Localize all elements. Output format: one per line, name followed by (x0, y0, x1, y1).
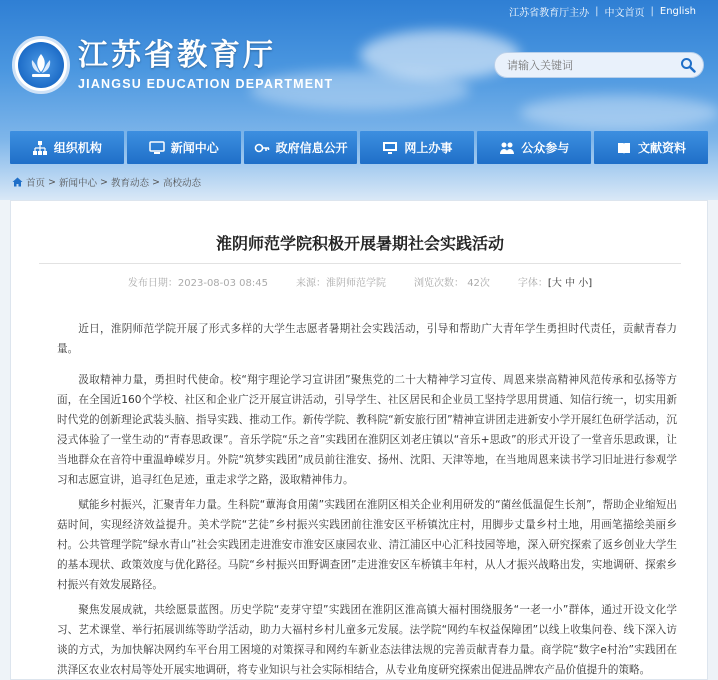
divider (39, 263, 681, 264)
font-size-control: 字体：[大 中 小] (517, 278, 593, 289)
paragraph: 近日，淮阴师范学院开展了形式多样的大学生志愿者暑期社会实践活动，引导和帮助广大青年学生勇担时代责任，贡献青春力量。 (57, 323, 677, 355)
book-icon (616, 140, 632, 156)
computer-icon (149, 140, 165, 156)
breadcrumb-university-news[interactable]: 高校动态 (162, 178, 201, 189)
nav-item-news[interactable] (127, 131, 241, 164)
paragraph: 赋能乡村振兴，汇聚青年力量。生科院“蕈海食用菌”实践团在淮阴区相关企业利用研发的“菌丝低温促生长剂”，帮助企业缩短出菇时间，实现经济效益提升。美术学院“艺徒”乡村振兴实践团前往淮安区平桥镇沈庄村，用脚步丈量乡村土地，用画笔描绘美丽乡村。公共管理学院“绿水青山”社会实践团走进淮安市淮安区康园农业、清江浦区中心汇科技园等地，深入研究探索了返乡创业大学生的基本现状、政策效度与优化路径。马院“乡村振兴田野调查团”走进淮安区车桥镇丰年村，从人才振兴战略出发，实地调研、探索乡村振兴有效发展路径。 (57, 499, 677, 591)
nav-label: 网上办事 (404, 141, 453, 155)
site-logo[interactable] (12, 36, 333, 94)
article-body (57, 319, 677, 680)
font-small-button[interactable]: 小 (578, 278, 589, 289)
search-box (494, 52, 704, 78)
logo-subtitle: JIANGSU EDUCATION DEPARTMENT (78, 77, 334, 91)
english-link[interactable]: English (659, 5, 696, 17)
breadcrumb-news[interactable]: 新闻中心 (58, 178, 97, 189)
publish-date: 发布日期：2023-08-03 08:45 (127, 278, 269, 289)
key-icon (254, 140, 270, 156)
emblem-icon (12, 36, 70, 94)
nav-label: 新闻中心 (170, 141, 219, 155)
font-medium-button[interactable]: 中 (565, 278, 576, 289)
org-chart-icon (32, 140, 48, 156)
sponsor-text: 江苏省教育厅主办 (509, 7, 590, 19)
paragraph: 聚焦发展成就，共绘愿景蓝图。历史学院“麦芽守望”实践团在淮阴区淮高镇大福村围绕服务“一老一小”群体，通过开设文化学习、艺术课堂、举行拓展训练等助学活动，助力大福村乡村儿童多元发展。法学院“网约车权益保障团”以线上收集问卷、线下深入访谈的方式，为加快解决网约车平台用工困境的对策探寻和网约车新业态法律法规的完善贡献青春力量。商学院“数字e村治”实践团在洪泽区农业农村局等处开展实地调研，将专业知识与社会实际相结合，从专业角度研究探索出促进品牌农产品价值提升的策略。 (57, 604, 677, 676)
search-button[interactable] (677, 55, 699, 75)
main-nav (10, 131, 708, 164)
nav-label: 组织机构 (53, 141, 102, 155)
nav-item-documents[interactable] (594, 131, 708, 164)
nav-item-online-service[interactable] (360, 131, 474, 164)
nav-item-gov-info[interactable] (244, 131, 358, 164)
source: 来源：淮阴师范学院 (296, 278, 387, 289)
nav-label: 政府信息公开 (275, 141, 348, 155)
breadcrumb-edu-news[interactable]: 教育动态 (110, 178, 149, 189)
header-banner (0, 0, 718, 200)
nav-item-organization[interactable] (10, 131, 124, 164)
article-title: 淮阴师范学院积极开展暑期社会实践活动 (215, 234, 504, 253)
home-link[interactable]: 中文首页 (604, 7, 645, 19)
breadcrumb-home[interactable]: 首页 (26, 178, 46, 189)
search-icon (680, 57, 696, 73)
search-input[interactable] (507, 59, 667, 72)
paragraph: 汲取精神力量，勇担时代使命。校“翔宇理论学习宣讲团”聚焦党的二十大精神学习宣传、周恩来崇高精神风范传承和弘扬等方面，在全国近160个学校、社区和企业广泛开展宣讲活动，引导学生、社区居民和企业员工坚持学思用贯通、知信行统一，切实用新时代党的创新理论武装头脑、指导实践、推动工作。新传学院、教科院“新安旅行团”精神宣讲团走进新安小学开展红色研学活动，沉浸式体验了一堂生动的“青春思政课”。音乐学院“乐之音”实践团在淮阴区刘老庄镇以“音乐+思政”的形式开设了一堂音乐思政课，让当地群众在音符中重温峥嵘岁月。外院“筑梦实践团”成员前往淮安、扬州、沈阳、天津等地，在当地周恩来读书学习旧址进行参观学习和志愿宣讲，追寻红色足迹，重走求学之路，汲取精神伟力。 (57, 374, 677, 486)
nav-label: 公众参与 (521, 141, 570, 155)
logo-title: 江苏省教育厅 (78, 38, 276, 73)
font-large-button[interactable]: 大 (551, 278, 562, 289)
nav-item-public-participation[interactable] (477, 131, 591, 164)
nav-label: 文献资料 (638, 141, 687, 155)
people-icon (499, 140, 515, 156)
top-links: 江苏省教育厅主办 | 中文首页 | English (503, 2, 702, 20)
view-count: 浏览次数： 42次 (414, 278, 490, 289)
monitor-icon (382, 140, 398, 156)
home-icon (12, 177, 23, 187)
breadcrumb: 首页 > 新闻中心 > 教育动态 > 高校动态 (12, 175, 201, 189)
article-panel (10, 200, 708, 680)
article-meta (11, 274, 709, 289)
